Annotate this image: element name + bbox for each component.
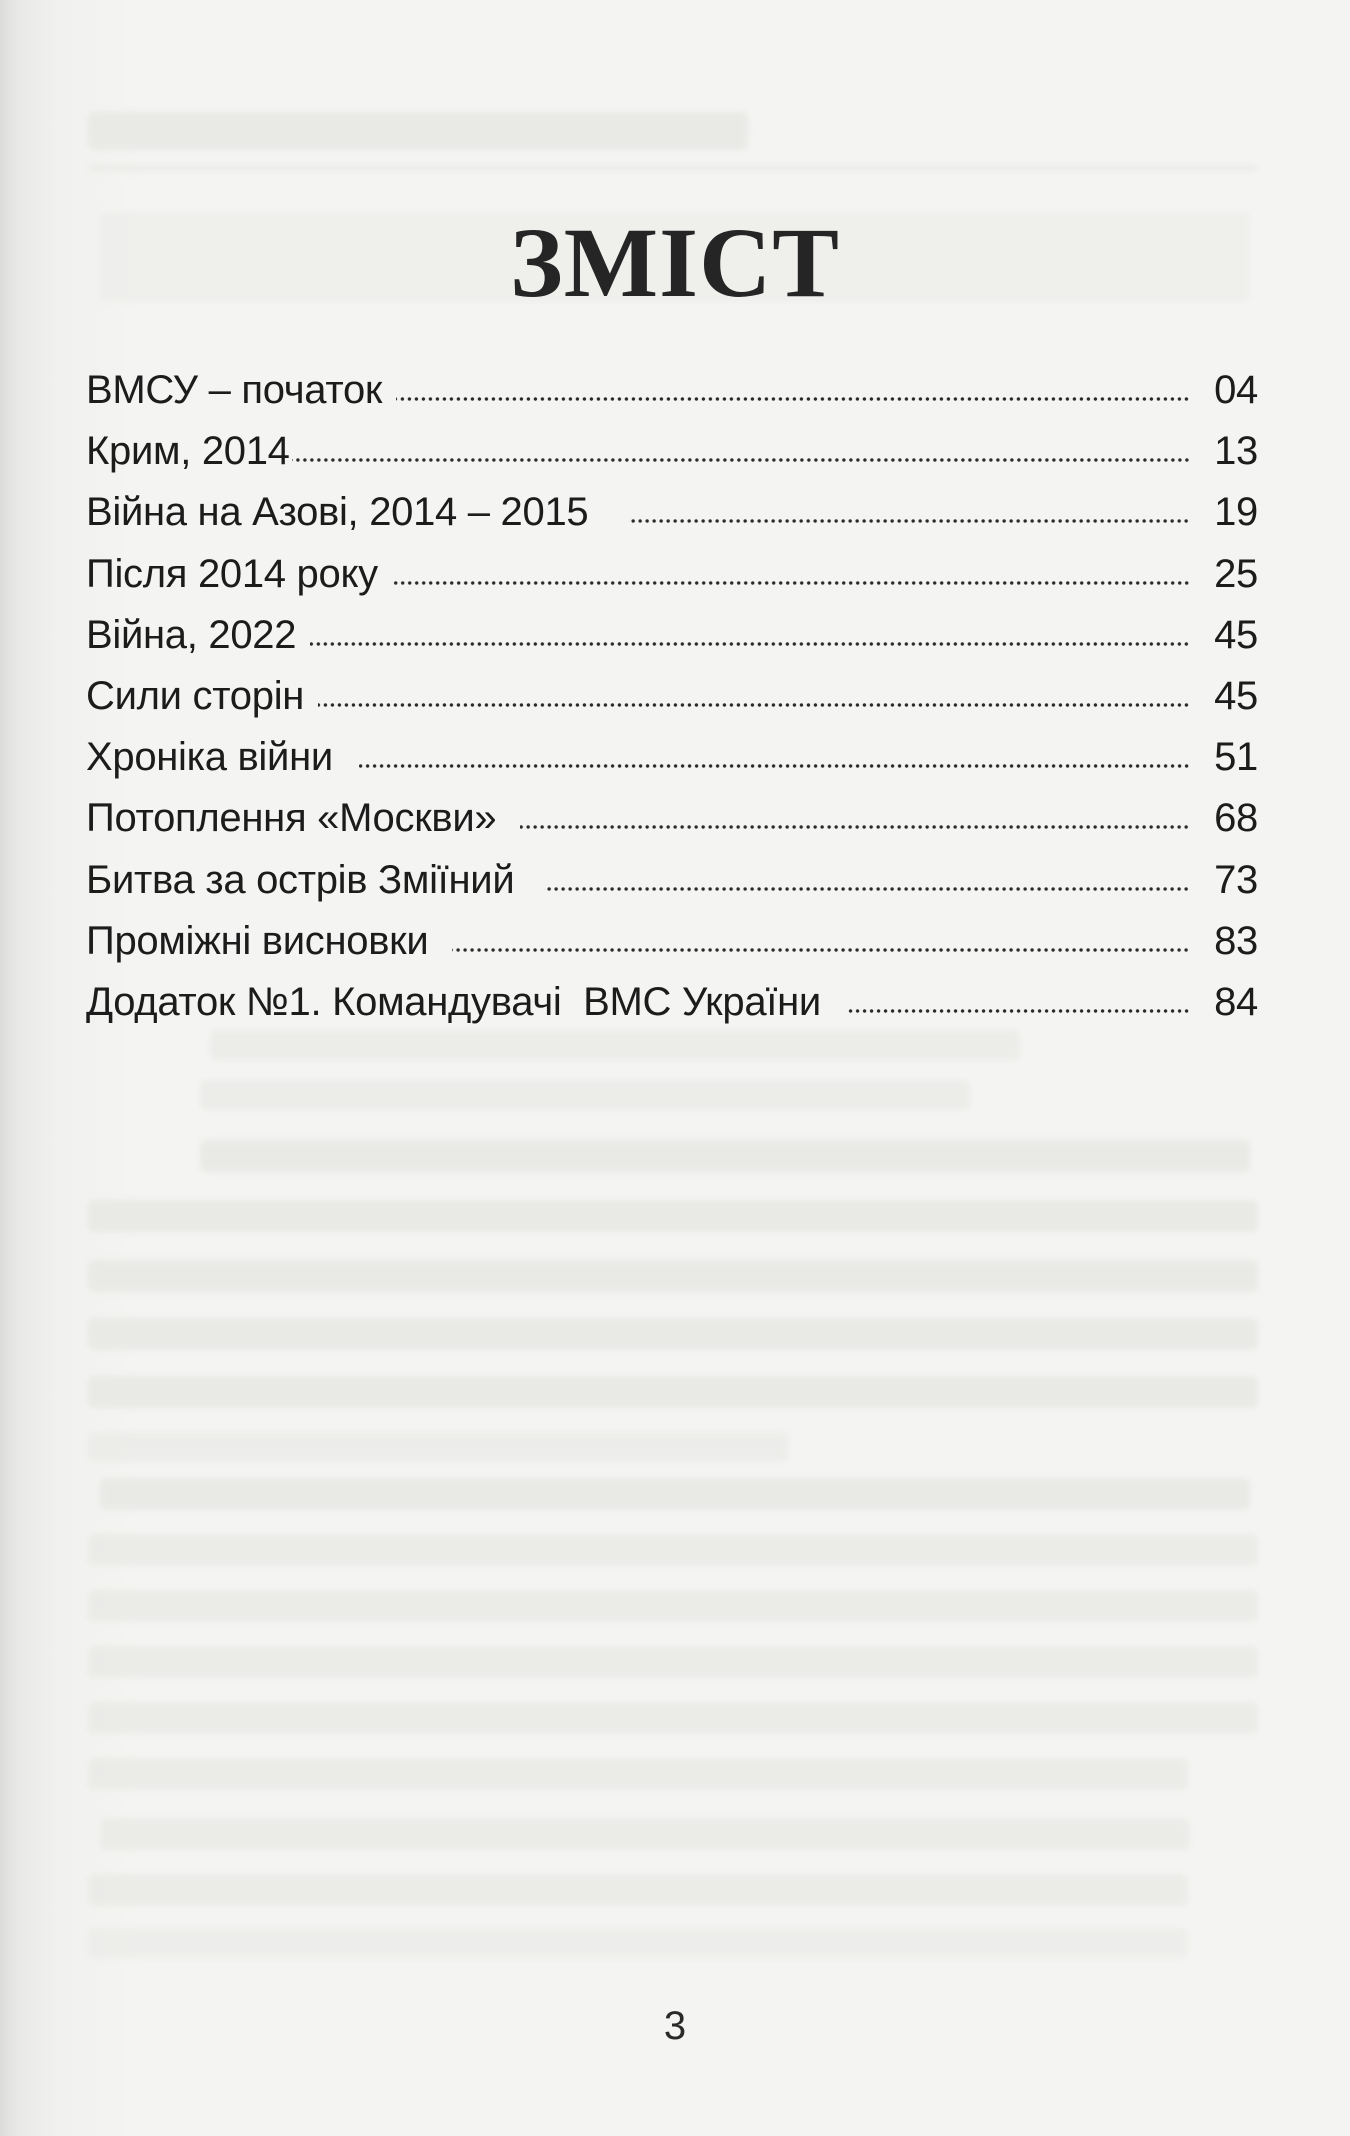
bleed-through-line [88,1432,788,1462]
page-title: ЗМІСТ [510,207,840,318]
toc-entry-title: Війна на Азові, 2014 – 2015 [86,490,589,535]
toc-entry-page: 83 [1214,918,1258,963]
bleed-through-line [100,1478,1250,1510]
toc-entry-title: Битва за острів Зміїний [86,857,515,902]
dot-leader [628,519,1190,523]
bleed-through-line [88,1874,1188,1906]
dot-leader [318,703,1190,707]
toc-entry[interactable] [86,727,1258,788]
bleed-through-line [88,1702,1258,1734]
toc-entry[interactable] [86,972,1258,1033]
toc-entry[interactable] [86,850,1258,911]
toc-entry-page: 13 [1214,429,1258,474]
toc-entry-page: 45 [1214,673,1258,718]
bleed-through-line [200,1140,1250,1172]
dot-leader [452,948,1190,952]
bleed-through-line [200,1080,970,1110]
toc-entry[interactable] [86,605,1258,666]
toc-entry-page: 45 [1214,612,1258,657]
dot-leader [396,397,1190,401]
bleed-through-line [88,1758,1188,1790]
toc-entry-page: 68 [1214,796,1258,841]
bleed-through-line [88,1590,1258,1622]
bleed-through-line [88,1200,1258,1232]
dot-leader [544,887,1190,891]
bleed-through-line [88,1376,1258,1408]
bleed-through-line [88,1534,1258,1566]
toc-entry-title: Проміжні висновки [86,918,429,963]
dot-leader [520,825,1190,829]
toc-entry-page: 73 [1214,857,1258,902]
toc-entry[interactable] [86,360,1258,421]
toc-entry-page: 84 [1214,979,1258,1024]
toc-entry[interactable] [86,788,1258,849]
table-of-contents [86,360,1258,1033]
dot-leader [310,642,1190,646]
toc-entry-page: 04 [1214,368,1258,412]
dot-leader [847,1009,1190,1013]
toc-entry-title: Сили сторін [86,673,305,718]
toc-entry-page: 51 [1214,735,1258,780]
bleed-through-line [210,1030,1020,1060]
toc-entry[interactable] [86,421,1258,482]
toc-entry-title: Після 2014 року [86,551,378,596]
toc-entry-title: Потоплення «Москви» [86,796,497,841]
page-number: 3 [663,2004,687,2048]
toc-entry-page: 25 [1214,551,1258,596]
toc-entry[interactable] [86,666,1258,727]
toc-entry-title: Додаток №1. Командувачі ВМС України [86,979,821,1024]
toc-entry-title: Хроніка війни [86,735,333,780]
dot-leader [392,581,1190,585]
toc-entry[interactable] [86,911,1258,972]
toc-entry-title: ВМСУ – початок [86,368,383,412]
bleed-through-line [88,1928,1188,1958]
bleed-through-line [100,1818,1190,1850]
bleed-through-heading [88,112,748,150]
toc-entry-title: Крим, 2014 [86,429,290,474]
toc-entry-page: 19 [1214,490,1258,535]
bleed-through-rule [88,164,1258,172]
dot-leader [359,764,1190,768]
toc-entry[interactable] [86,482,1258,543]
toc-entry[interactable] [86,544,1258,605]
dot-leader [292,458,1190,462]
toc-entry-title: Війна, 2022 [86,612,297,657]
bleed-through-line [88,1260,1258,1292]
bleed-through-line [88,1318,1258,1350]
bleed-through-line [88,1646,1258,1678]
